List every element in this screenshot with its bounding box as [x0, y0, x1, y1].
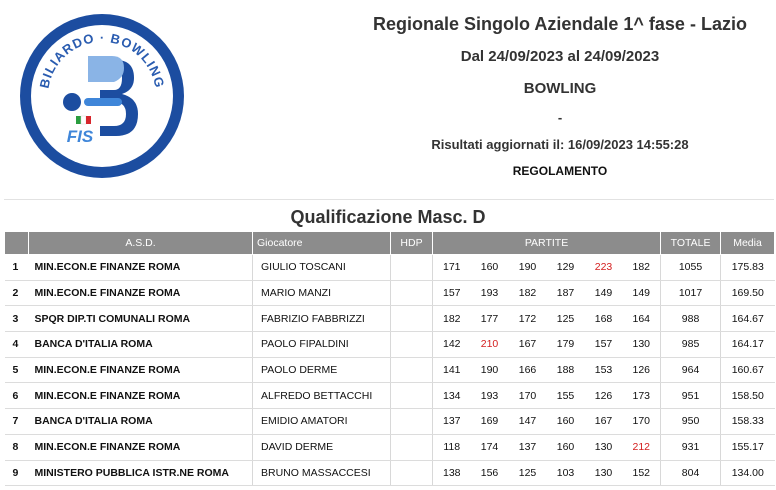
svg-text:FIS: FIS [66, 127, 94, 146]
row-game-score: 137 [509, 434, 547, 460]
row-player: PAOLO FIPALDINI [253, 332, 391, 358]
section-title: Qualificazione Masc. D [290, 207, 486, 227]
row-total: 1017 [661, 280, 721, 306]
row-total: 964 [661, 357, 721, 383]
row-position: 4 [5, 332, 29, 358]
row-game-score: 188 [547, 357, 585, 383]
table-row [5, 306, 775, 332]
row-player: ALFREDO BETTACCHI [253, 383, 391, 409]
table-row [5, 383, 775, 409]
row-game-score: 126 [585, 383, 623, 409]
table-row [5, 332, 775, 358]
table-row [5, 409, 775, 435]
table-row [5, 280, 775, 306]
row-hdp [391, 383, 433, 409]
row-game-score: 152 [623, 460, 661, 486]
table-row [5, 357, 775, 383]
row-game-score: 167 [585, 409, 623, 435]
col-totale: TOTALE [661, 232, 721, 255]
row-game-score: 157 [585, 332, 623, 358]
table-row [5, 434, 775, 460]
row-asd: MIN.ECON.E FINANZE ROMA [29, 357, 253, 383]
row-position: 1 [5, 255, 29, 281]
row-total: 951 [661, 383, 721, 409]
row-game-score: 193 [471, 280, 509, 306]
row-game-score: 160 [547, 409, 585, 435]
row-position: 6 [5, 383, 29, 409]
row-total: 985 [661, 332, 721, 358]
col-giocatore: Giocatore [253, 232, 391, 255]
row-game-score: 212 [623, 434, 661, 460]
row-game-score: 125 [547, 306, 585, 332]
row-game-score: 193 [471, 383, 509, 409]
row-hdp [391, 409, 433, 435]
row-average: 169.50 [721, 280, 775, 306]
table-header-row [5, 232, 775, 255]
row-position: 9 [5, 460, 29, 486]
row-hdp [391, 332, 433, 358]
row-player: FABRIZIO FABBRIZZI [253, 306, 391, 332]
row-average: 134.00 [721, 460, 775, 486]
row-position: 8 [5, 434, 29, 460]
row-game-score: 157 [433, 280, 471, 306]
row-average: 158.33 [721, 409, 775, 435]
row-hdp [391, 280, 433, 306]
row-game-score: 138 [433, 460, 471, 486]
row-game-score: 142 [433, 332, 471, 358]
row-game-score: 160 [471, 255, 509, 281]
row-average: 160.67 [721, 357, 775, 383]
row-game-score: 126 [623, 357, 661, 383]
row-game-score: 173 [623, 383, 661, 409]
row-position: 7 [5, 409, 29, 435]
row-game-score: 182 [623, 255, 661, 281]
row-hdp [391, 460, 433, 486]
row-game-score: 177 [471, 306, 509, 332]
row-player: MARIO MANZI [253, 280, 391, 306]
row-player: EMIDIO AMATORI [253, 409, 391, 435]
row-average: 164.67 [721, 306, 775, 332]
row-game-score: 172 [509, 306, 547, 332]
event-sport: BOWLING [523, 80, 597, 97]
event-dates: Dal 24/09/2023 al 24/09/2023 [460, 48, 660, 65]
header-divider [4, 199, 774, 200]
row-game-score: 190 [471, 357, 509, 383]
row-game-score: 130 [585, 434, 623, 460]
row-average: 155.17 [721, 434, 775, 460]
row-game-score: 170 [623, 409, 661, 435]
row-total: 988 [661, 306, 721, 332]
col-media: Media [721, 232, 775, 255]
row-asd: MINISTERO PUBBLICA ISTR.NE ROMA [29, 460, 253, 486]
row-game-score: 174 [471, 434, 509, 460]
row-game-score: 179 [547, 332, 585, 358]
row-total: 1055 [661, 255, 721, 281]
row-game-score: 182 [509, 280, 547, 306]
row-position: 5 [5, 357, 29, 383]
row-position: 2 [5, 280, 29, 306]
row-asd: BANCA D'ITALIA ROMA [29, 409, 253, 435]
row-game-score: 147 [509, 409, 547, 435]
row-game-score: 164 [623, 306, 661, 332]
row-game-score: 187 [547, 280, 585, 306]
row-average: 175.83 [721, 255, 775, 281]
row-game-score: 156 [471, 460, 509, 486]
results-table [4, 231, 775, 486]
row-game-score: 153 [585, 357, 623, 383]
row-game-score: 130 [585, 460, 623, 486]
row-game-score: 169 [471, 409, 509, 435]
col-position [5, 232, 29, 255]
row-average: 164.17 [721, 332, 775, 358]
row-game-score: 125 [509, 460, 547, 486]
row-total: 931 [661, 434, 721, 460]
row-game-score: 103 [547, 460, 585, 486]
row-game-score: 171 [433, 255, 471, 281]
row-game-score: 149 [585, 280, 623, 306]
row-game-score: 137 [433, 409, 471, 435]
row-asd: MIN.ECON.E FINANZE ROMA [29, 255, 253, 281]
row-game-score: 182 [433, 306, 471, 332]
row-average: 158.50 [721, 383, 775, 409]
row-game-score: 210 [471, 332, 509, 358]
event-subtitle: - [557, 110, 563, 125]
row-game-score: 118 [433, 434, 471, 460]
row-game-score: 155 [547, 383, 585, 409]
row-total: 950 [661, 409, 721, 435]
row-game-score: 168 [585, 306, 623, 332]
col-hdp: HDP [391, 232, 433, 255]
row-hdp [391, 434, 433, 460]
row-hdp [391, 306, 433, 332]
row-game-score: 130 [623, 332, 661, 358]
row-game-score: 141 [433, 357, 471, 383]
table-row [5, 255, 775, 281]
row-asd: MIN.ECON.E FINANZE ROMA [29, 434, 253, 460]
col-asd: A.S.D. [29, 232, 253, 255]
col-partite: PARTITE [433, 232, 661, 255]
row-game-score: 149 [623, 280, 661, 306]
event-title: Regionale Singolo Aziendale 1^ fase - Lazio [373, 14, 747, 34]
row-game-score: 129 [547, 255, 585, 281]
row-player: GIULIO TOSCANI [253, 255, 391, 281]
row-hdp [391, 357, 433, 383]
logo-arc-text: BILIARDO · BOWLING [36, 29, 168, 90]
row-game-score: 166 [509, 357, 547, 383]
row-game-score: 160 [547, 434, 585, 460]
row-total: 804 [661, 460, 721, 486]
fisb-logo [18, 6, 186, 186]
row-game-score: 170 [509, 383, 547, 409]
row-asd: SPQR DIP.TI COMUNALI ROMA [29, 306, 253, 332]
row-game-score: 223 [585, 255, 623, 281]
last-updated: Risultati aggiornati il: 16/09/2023 14:55:28 [431, 137, 689, 152]
row-asd: MIN.ECON.E FINANZE ROMA [29, 280, 253, 306]
row-game-score: 134 [433, 383, 471, 409]
table-row [5, 460, 775, 486]
row-game-score: 190 [509, 255, 547, 281]
row-player: PAOLO DERME [253, 357, 391, 383]
row-asd: BANCA D'ITALIA ROMA [29, 332, 253, 358]
row-player: BRUNO MASSACCESI [253, 460, 391, 486]
row-player: DAVID DERME [253, 434, 391, 460]
regolamento-link[interactable]: REGOLAMENTO [512, 164, 608, 178]
row-game-score: 167 [509, 332, 547, 358]
row-position: 3 [5, 306, 29, 332]
row-asd: MIN.ECON.E FINANZE ROMA [29, 383, 253, 409]
row-hdp [391, 255, 433, 281]
